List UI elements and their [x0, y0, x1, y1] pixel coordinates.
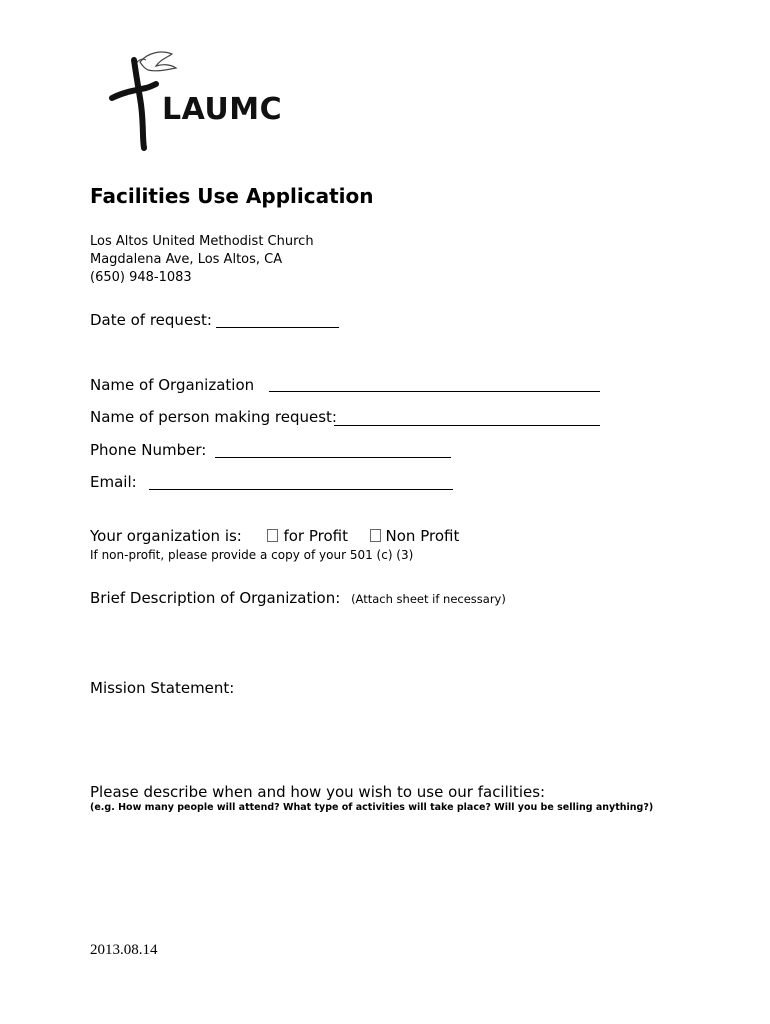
non-profit-label: Non Profit — [385, 527, 460, 545]
church-phone: (650) 948-1083 — [90, 270, 192, 285]
email-field[interactable] — [149, 489, 453, 490]
page-title: Facilities Use Application — [90, 184, 374, 208]
revision-date: 2013.08.14 — [90, 942, 158, 958]
phone-label: Phone Number: — [90, 441, 207, 459]
usage-example: (e.g. How many people will attend? What type of activities will take place? Will you be selling anything?) — [90, 802, 654, 813]
date-label: Date of request: — [90, 311, 212, 329]
nonprofit-note: If non-profit, please provide a copy of your 501 (c) (3) — [90, 548, 414, 562]
logo-text: LAUMC — [162, 92, 283, 127]
non-profit-checkbox[interactable] — [370, 529, 381, 542]
for-profit-checkbox[interactable] — [267, 529, 278, 542]
for-profit-label: for Profit — [283, 527, 348, 545]
org-type-label: Your organization is: — [90, 527, 242, 545]
organization-field[interactable] — [269, 391, 600, 392]
org-type-row — [90, 527, 459, 545]
mission-label: Mission Statement: — [90, 679, 235, 697]
church-name: Los Altos United Methodist Church — [90, 234, 314, 249]
organization-label: Name of Organization — [90, 376, 255, 394]
date-field[interactable] — [216, 327, 339, 328]
person-field[interactable] — [334, 425, 600, 426]
person-label: Name of person making request: — [90, 408, 337, 426]
description-note: (Attach sheet if necessary) — [351, 592, 506, 606]
usage-label: Please describe when and how you wish to use our facilities: — [90, 783, 546, 801]
church-street: Magdalena Ave, Los Altos, CA — [90, 252, 283, 267]
description-row — [90, 589, 506, 607]
email-label: Email: — [90, 473, 137, 491]
description-label: Brief Description of Organization: — [90, 589, 341, 607]
phone-field[interactable] — [215, 457, 451, 458]
church-logo — [92, 40, 283, 155]
